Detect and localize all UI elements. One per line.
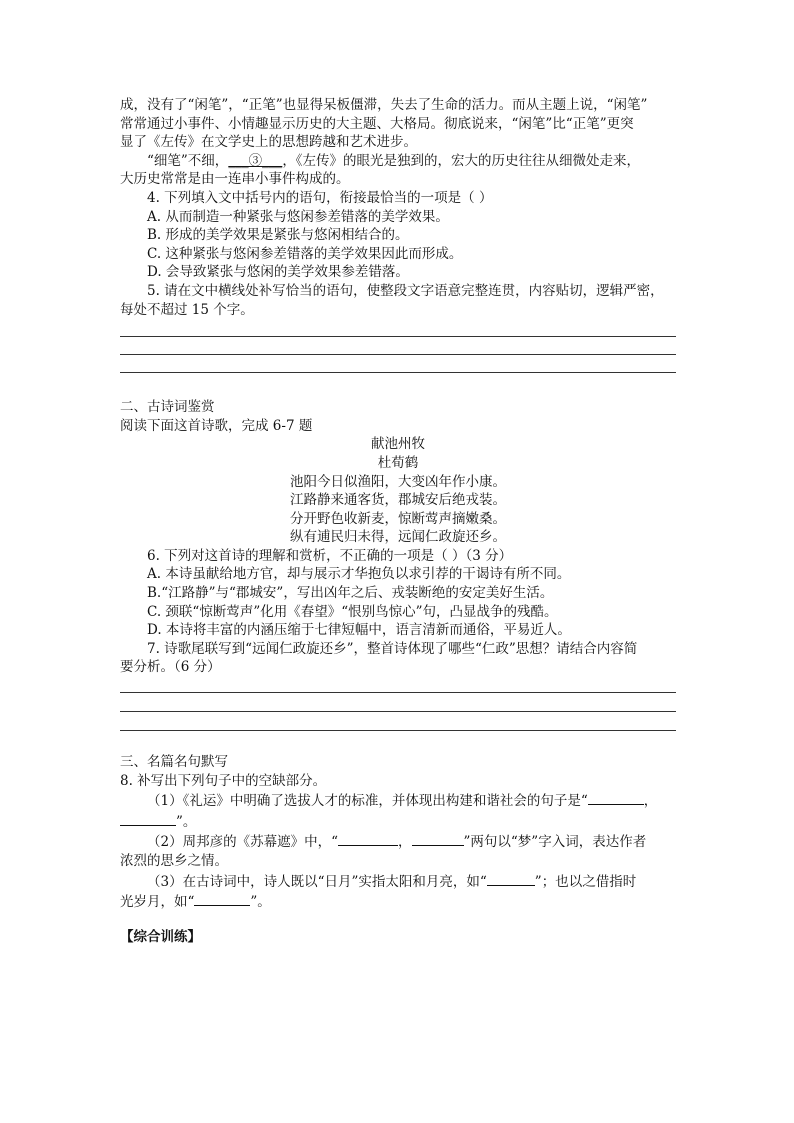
passage-line: 显了《左传》在文学史上的思想跨越和艺术进步。 (120, 134, 417, 151)
question-8-item-3 (120, 871, 676, 892)
question-8-item-1-cont (120, 811, 676, 832)
question-4-option: A. 从而制造一种紧张与悠闲参差错落的美学效果。 (147, 208, 449, 225)
item-text: ， (398, 834, 412, 851)
passage-line: 常常通过小事件、小情趣显示历史的大主题、大格局。彻底说来，“闲笔”比“正笔”更突 (120, 115, 634, 132)
question-6-stem: 6. 下列对这首诗的理解和赏析，不正确的一项是（ ）（3 分） (147, 547, 513, 564)
item-text: （3）在古诗词中，诗人既以“日月”实指太阳和月亮，如“ (147, 873, 487, 890)
question-4-option: D. 会导致紧张与悠闲的美学效果参差错落。 (147, 264, 409, 281)
poem-title: 献池州牧 (371, 436, 425, 453)
question-8-item-2 (120, 831, 676, 852)
poem-author: 杜荀鹤 (377, 454, 419, 471)
question-8-item-1 (120, 790, 676, 811)
poem-line: 纵有逋民归未得，远闻仁政旋还乡。 (290, 529, 506, 546)
passage-line: 成，没有了“闲笔”，“正笔”也显得呆板僵滞，失去了生命的活力。而从主题上说，“闲笔” (120, 97, 648, 113)
question-5-stem: 5. 请在文中横线处补写恰当的语句，使整段文字语意完整连贯，内容贴切，逻辑严密， (147, 282, 664, 299)
question-6-option: A. 本诗虽献给地方官，却与展示才华抱负以求引荐的干谒诗有所不同。 (147, 566, 571, 583)
question-8-item-2-cont: 浓烈的思乡之情。 (120, 853, 228, 869)
answer-blank[interactable] (120, 811, 176, 826)
question-4-stem: 4. 下列填入文中括号内的语句，衔接最恰当的一项是（ ） (147, 189, 493, 206)
passage-text: “细笔”不细， (147, 152, 229, 169)
item-text: ， (643, 793, 658, 810)
item-text: ”。 (176, 813, 197, 830)
answer-blank[interactable] (194, 891, 250, 906)
question-4-option: C. 这种紧张与悠闲参差错落的美学效果因此而形成。 (147, 245, 463, 262)
item-text: ”；也以之借指时 (534, 873, 637, 890)
section-intro: 阅读下面这首诗歌，完成 6-7 题 (120, 417, 313, 434)
question-7-stem: 要分析。（6 分） (120, 659, 221, 676)
document-page (120, 96, 676, 946)
item-text: ”。 (250, 894, 271, 911)
passage-line (120, 152, 676, 171)
question-6-option: B.“江路静”与“郡城安”，写出凶年之后、戎装断绝的安定美好生活。 (147, 585, 554, 602)
section-label: 【综合训练】 (120, 928, 201, 945)
section-heading: 二、古诗词鉴赏 (120, 399, 215, 416)
question-5-stem: 每处不超过 15 个字。 (120, 301, 254, 318)
question-7-stem: 7. 诗歌尾联写到“远闻仁政旋还乡”，整首诗体现了哪些“仁政”思想？请结合内容简 (147, 640, 638, 657)
item-text: ”两句以“梦”字入词，表达作者 (463, 834, 647, 851)
poem-line: 分开野色收新麦，惊断莺声摘嫩桑。 (290, 510, 506, 527)
question-6-option: D. 本诗将丰富的内涵压缩于七律短幅中，语言清新而通俗，平易近人。 (147, 622, 571, 639)
question-4-option: B. 形成的美学效果是紧张与悠闲相结合的。 (147, 227, 409, 244)
poem-line: 江路静来通客货，郡城安后绝戎装。 (290, 492, 506, 509)
passage-line: 大历史常常是由一连串小事件构成的。 (120, 171, 350, 188)
answer-blank[interactable] (487, 871, 535, 886)
question-6-option: C. 颈联“惊断莺声”化用《春望》“恨别鸟惊心”句，凸显战争的残酷。 (147, 603, 558, 620)
answer-blank-3: ___③___ (228, 152, 283, 169)
passage-text: ，《左传》的眼光是独到的，宏大的历史往往从细微处走来， (282, 152, 641, 169)
item-text: 光岁月，如“ (120, 894, 195, 911)
item-text: （2）周邦彦的《苏幕遮》中，“ (147, 834, 338, 851)
answer-blank[interactable] (338, 831, 398, 846)
poem-line: 池阳今日似渔阳，大变凶年作小康。 (290, 473, 506, 490)
question-8-item-3-cont (120, 891, 676, 912)
section-heading: 三、名篇名句默写 (120, 754, 228, 771)
answer-blank[interactable] (412, 831, 464, 846)
item-text: （1）《礼运》中明确了选拔人才的标准，并体现出构建和谐社会的句子是“ (147, 793, 588, 810)
answer-blank[interactable] (588, 790, 644, 805)
question-8-stem: 8. 补写出下列句子中的空缺部分。 (120, 772, 327, 789)
